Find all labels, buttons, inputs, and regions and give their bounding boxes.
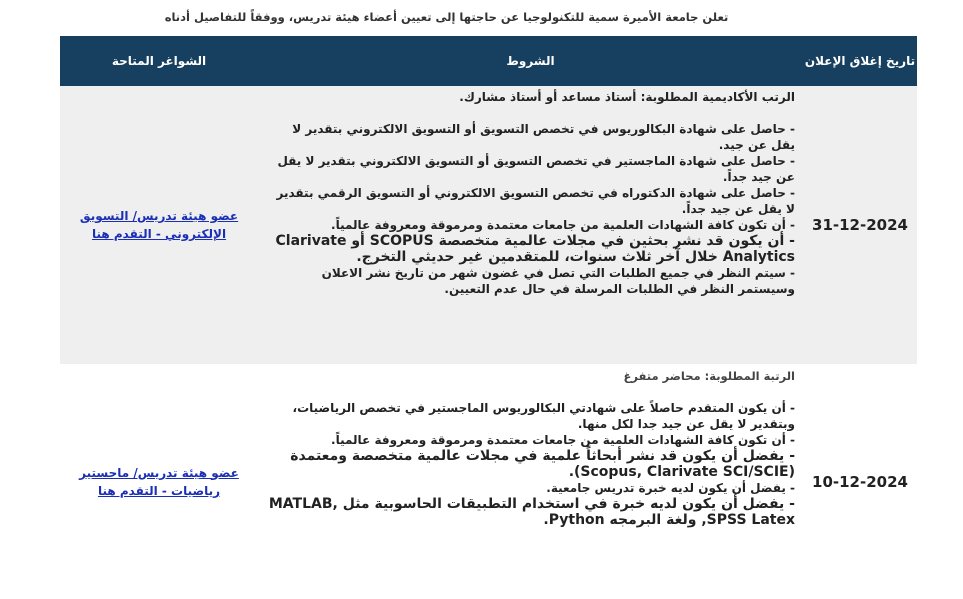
rank-text: الرتب الأكاديمية المطلوبة: أستاذ مساعد أو أستاذ مشارك.	[459, 90, 795, 104]
condition-item: - حاصل على شهادة البكالوريوس في تخصص التسويق أو التسويق الالكتروني بتقدير لا يقل عن جيد.	[292, 122, 795, 152]
condition-item: - أن تكون كافة الشهادات العلمية من جامعات معتمدة ومرموقة ومعروفة عالمياً.	[331, 218, 795, 232]
position-cell	[60, 86, 258, 364]
closing-date: 31-12-2024	[812, 216, 908, 234]
intro-text: تعلن جامعة الأميرة سمية للتكنولوجيا عن حاجتها إلى تعيين أعضاء هيئة تدريس، ووفقاً للتفاصيل أدناه	[164, 10, 729, 24]
condition-item: - أن يكون المتقدم حاصلاً على شهادتي البكالوريوس الماجستير في تخصص الرياضيات، وبتقدير لا يقل عن جيد جدا لكل منها.	[292, 401, 795, 431]
header-conditions: الشروط	[506, 53, 555, 68]
rank-text: الرتبة المطلوبة: محاضر متفرغ	[623, 369, 795, 383]
condition-item: - حاصل على شهادة الماجستير في تخصص التسويق أو التسويق الالكتروني بتقدير لا يقل عن جيد جداً.	[277, 154, 795, 184]
conditions-cell	[258, 364, 803, 599]
position-apply-link[interactable]: عضو هيئة تدريس/ التسويق الإلكتروني - التقدم هنا	[79, 209, 239, 241]
table-row	[60, 364, 917, 599]
closing-date-cell	[803, 86, 917, 364]
condition-item: - أن تكون كافة الشهادات العلمية من جامعات معتمدة ومرموقة ومعروفة عالمياً.	[331, 433, 795, 447]
vacancies-table	[60, 36, 917, 599]
header-positions: الشواغر المتاحة	[111, 53, 207, 68]
condition-item: - يفضل أن يكون قد نشر أبحاثاً علمية في مجلات عالمية متخصصة ومعتمدة (Scopus, Clarivate SCI/SCIE).	[290, 448, 795, 480]
header-closing-date: تاريخ إغلاق الإعلان	[804, 53, 916, 68]
condition-item: - حاصل على شهادة الدكتوراه في تخصص التسويق الالكتروني أو التسويق الرقمي بتقدير لا يقل عن جيد جداً.	[276, 186, 795, 216]
condition-item: - سيتم النظر في جميع الطلبات التي تصل في غضون شهر من تاريخ نشر الاعلان وسيستمر النظر في الطلبات المرسلة في حال عدم التعيين.	[321, 266, 795, 296]
condition-item: - يفضل أن يكون لديه خبرة في استخدام التطبيقات الحاسوبية مثل MATLAB, SPSS Latex, ولغة البرمجه Python.	[268, 496, 795, 528]
conditions-cell	[258, 86, 803, 364]
closing-date: 10-12-2024	[812, 472, 908, 491]
condition-item: - أن يكون قد نشر بحثين في مجلات عالمية متخصصة SCOPUS أو Clarivate Analytics خلال آخر ثلاث سنوات، للمتقدمين غير حديثي التخرج.	[275, 233, 795, 265]
condition-item: - يفضل أن يكون لديه خبرة تدريس جامعية.	[546, 481, 795, 495]
position-apply-link[interactable]: عضو هيئة تدريس/ ماجستير رياضيات - التقدم هنا	[79, 465, 239, 498]
position-cell	[60, 364, 258, 599]
closing-date-cell	[803, 364, 917, 599]
table-header	[60, 36, 917, 86]
table-row	[60, 86, 917, 364]
